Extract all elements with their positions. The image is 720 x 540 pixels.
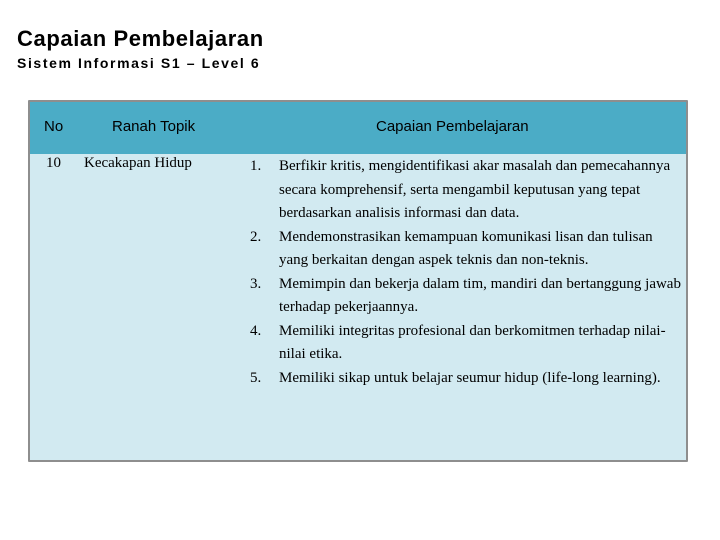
header-capaian-pembelajaran: Capaian Pembelajaran <box>376 118 529 135</box>
outcome-number: 3. <box>250 275 262 292</box>
page-subtitle: Sistem Informasi S1 – Level 6 <box>17 55 261 71</box>
outcome-number: 1. <box>250 158 262 174</box>
page-title: Capaian Pembelajaran <box>17 26 264 51</box>
row-number: 10 <box>46 155 61 171</box>
learning-outcomes-table <box>28 100 688 462</box>
outcome-text: Mendemonstrasikan kemampuan komunikasi lisan dan tulisan yang berkaitan dengan aspek teknis dan non-teknis. <box>279 228 653 268</box>
outcome-text: Berfikir kritis, mengidentifikasi akar masalah dan pemecahannya secara komprehensif, serta mengambil keputusan yang tepat berdasarkan analisis informasi dan data. <box>279 158 671 221</box>
outcome-item <box>250 367 682 391</box>
outcome-item <box>250 320 682 367</box>
outcome-number: 4. <box>250 322 262 339</box>
outcome-item <box>250 273 682 320</box>
outcome-number: 5. <box>250 369 262 386</box>
outcome-text: Memimpin dan bekerja dalam tim, mandiri dan bertanggung jawab terhadap pekerjaannya. <box>279 275 681 315</box>
outcome-item <box>250 155 682 226</box>
outcome-text: Memiliki integritas profesional dan berkomitmen terhadap nilai-nilai etika. <box>279 322 666 362</box>
header-no: No <box>44 118 64 135</box>
header-ranah-topik: Ranah Topik <box>112 118 196 135</box>
outcomes-list <box>250 155 682 390</box>
outcome-text: Memiliki sikap untuk belajar seumur hidup (life-long learning). <box>279 369 661 386</box>
table-header <box>30 102 686 154</box>
row-ranah-topik: Kecakapan Hidup <box>84 155 192 171</box>
table-row <box>30 154 686 460</box>
outcome-item <box>250 226 682 273</box>
outcome-number: 2. <box>250 228 262 245</box>
